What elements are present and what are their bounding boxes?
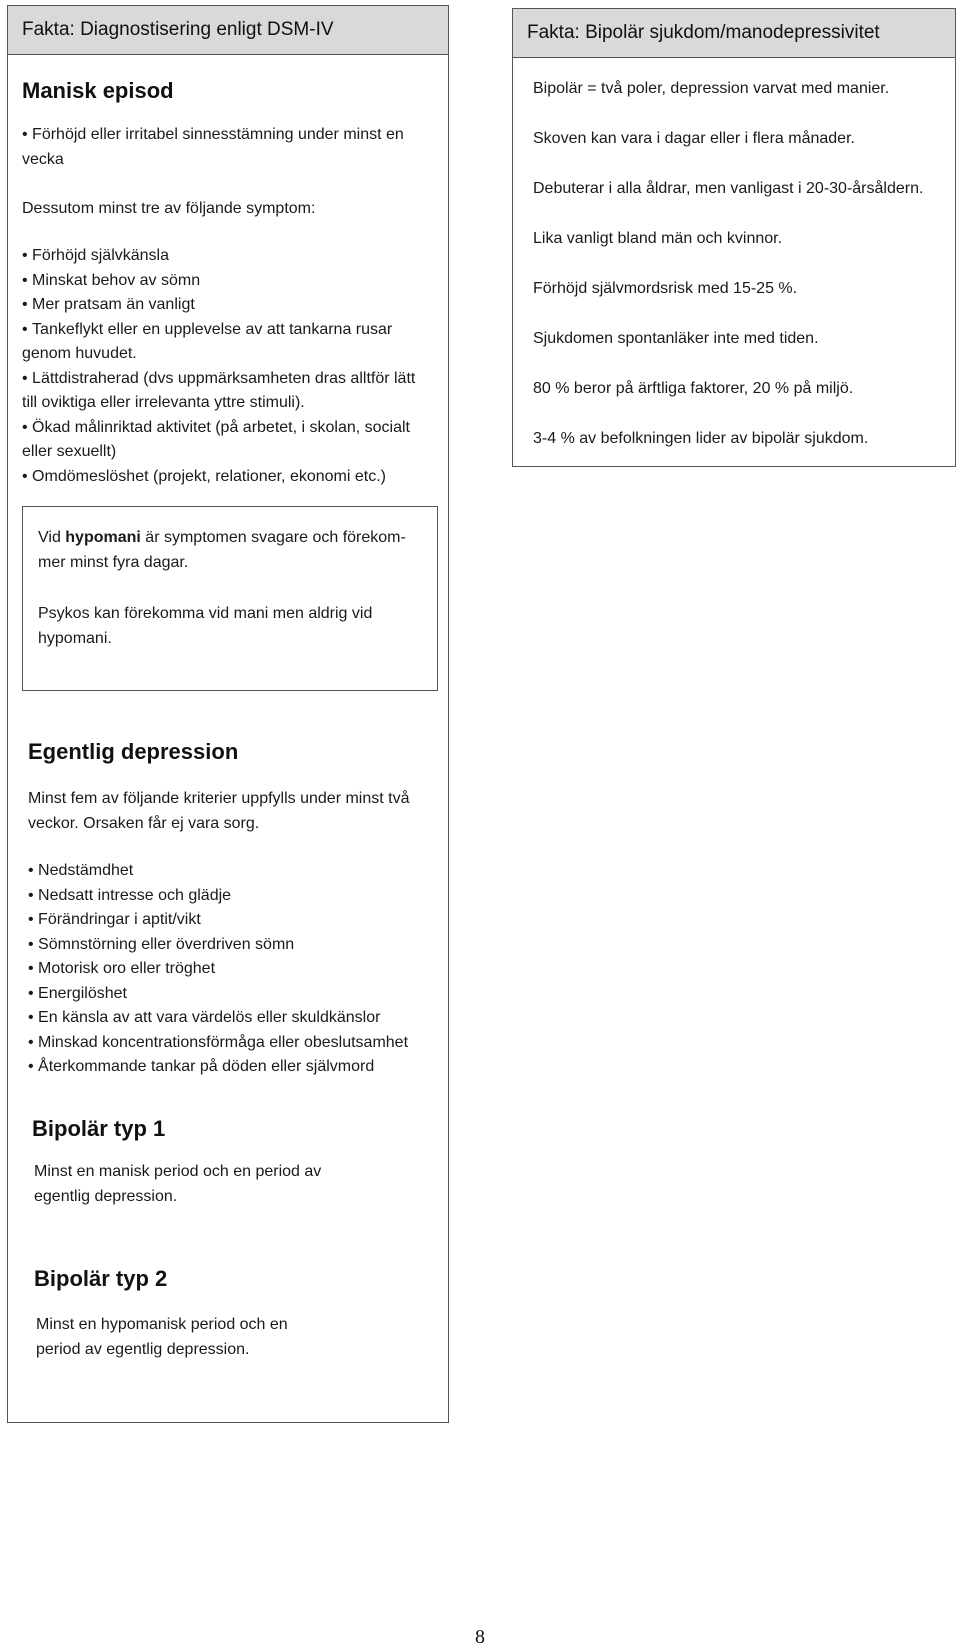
dsm-iv-header: Fakta: Diagnostisering enligt DSM-IV — [8, 6, 448, 55]
bipolar-type1-title: Bipolär typ 1 — [32, 1116, 166, 1141]
depression-title: Egentlig depression — [28, 739, 239, 764]
manic-intro: • Förhöjd eller irritabel sinnesstämning under minst en vecka — [22, 126, 404, 168]
psychosis-note: Psykos kan förekomma vid mani men aldrig vid hypomani. — [38, 605, 373, 647]
list-item: • Minskat behov av sömn — [22, 269, 432, 294]
manic-episode-title: Manisk episod — [22, 78, 174, 103]
hypomania-note — [38, 525, 423, 575]
list-item: • Ökad målinriktad aktivitet (på arbetet, i skolan, socialt eller sexuellt) — [22, 416, 432, 465]
list-item: • Nedstämdhet — [28, 859, 438, 884]
list-item: • Lättdistraherad (dvs uppmärksamheten dras alltför lätt till oviktiga eller irrelevanta yttre stimuli). — [22, 367, 432, 416]
hypomania-term: hypomani — [65, 529, 141, 546]
list-item: • Nedsatt intresse och glädje — [28, 884, 438, 909]
list-item: • Förhöjd självkänsla — [22, 244, 432, 269]
list-item: Sjukdomen spontanläker inte med tiden. — [533, 330, 819, 347]
bipolar-type2-text: Minst en hypomanisk period och en period av egentlig depression. — [36, 1316, 288, 1358]
bipolar-type2-title: Bipolär typ 2 — [34, 1266, 168, 1291]
list-item: Debuterar i alla åldrar, men vanligast i 20-30-årsåldern. — [533, 180, 924, 197]
list-item: • Omdömeslöshet (projekt, relationer, ekonomi etc.) — [22, 465, 432, 490]
bipolar-facts-list — [533, 77, 923, 477]
list-item: • Tankeflykt eller en upplevelse av att tankarna rusar genom huvudet. — [22, 318, 432, 367]
list-item: • Förändringar i aptit/vikt — [28, 908, 438, 933]
bipolar-fact-box — [512, 8, 956, 467]
list-item: Skoven kan vara i dagar eller i flera månader. — [533, 130, 855, 147]
note-text: är symptomen svagare och förekom-mer minst fyra dagar. — [38, 529, 406, 571]
list-item: • En känsla av att vara värdelös eller skuldkänslor — [28, 1006, 438, 1031]
manic-lead: Dessutom minst tre av följande symptom: — [22, 200, 316, 217]
bipolar-type1-text: Minst en manisk period och en period av egentlig depression. — [34, 1163, 322, 1205]
list-item: • Återkommande tankar på döden eller självmord — [28, 1055, 438, 1080]
list-item: • Motorisk oro eller tröghet — [28, 957, 438, 982]
hypomania-note-box — [22, 506, 438, 691]
dsm-iv-fact-box — [7, 5, 449, 1423]
list-item: • Energilöshet — [28, 982, 438, 1007]
list-item: Förhöjd självmordsrisk med 15-25 %. — [533, 280, 798, 297]
list-item: Lika vanligt bland män och kvinnor. — [533, 230, 783, 247]
list-item: 80 % beror på ärftliga faktorer, 20 % på miljö. — [533, 380, 854, 397]
page-number: 8 — [475, 1626, 485, 1648]
list-item: 3-4 % av befolkningen lider av bipolär sjukdom. — [533, 430, 869, 447]
note-text: Vid — [38, 529, 66, 546]
list-item: • Mer pratsam än vanligt — [22, 293, 432, 318]
depression-criteria-list — [28, 859, 438, 1080]
list-item: • Minskad koncentrationsförmåga eller obeslutsamhet — [28, 1031, 438, 1056]
list-item: • Sömnstörning eller överdriven sömn — [28, 933, 438, 958]
list-item: Bipolär = två poler, depression varvat med manier. — [533, 80, 890, 97]
depression-intro: Minst fem av följande kriterier uppfylls under minst två veckor. Orsaken får ej vara sorg. — [28, 790, 410, 832]
bipolar-header: Fakta: Bipolär sjukdom/manodepressivitet — [513, 9, 955, 58]
manic-symptom-list — [22, 244, 432, 489]
